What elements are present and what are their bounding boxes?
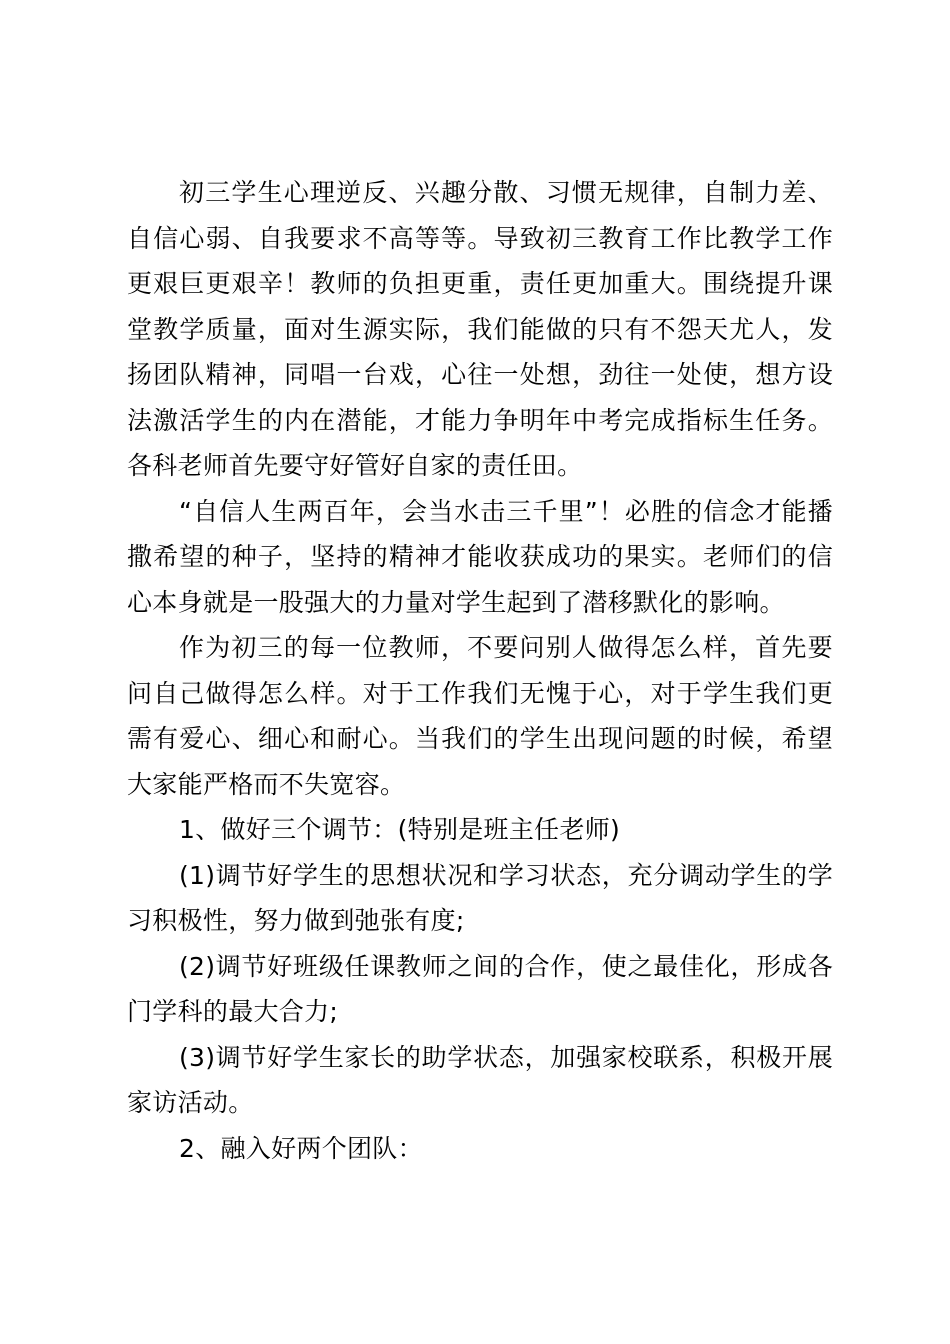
list-item-adjustment-3: (3)调节好学生家长的助学状态，加强家校联系，积极开展家访活动。: [127, 1042, 833, 1117]
list-item-adjustment-1: (1)调节好学生的思想状况和学习状态，充分调动学生的学习积极性，努力做到弛张有度;: [127, 860, 833, 935]
heading-two-teams: 2、融入好两个团队：: [179, 1133, 423, 1163]
document-body: [127, 170, 833, 1171]
paragraph-teacher-reflection: 作为初三的每一位教师，不要问别人做得怎么样，首先要问自己做得怎么样。对于工作我们无愧于心，对于学生我们更需有爱心、细心和耐心。当我们的学生出现问题的时候，希望大家能严格而不失宽容。: [127, 633, 833, 799]
paragraph-student-challenges: 初三学生心理逆反、兴趣分散、习惯无规律，自制力差、自信心弱、自我要求不高等等。导致初三教育工作比教学工作更艰巨更艰辛！教师的负担更重，责任更加重大。围绕提升课堂教学质量，面对生源实际，我们能做的只有不怨天尤人，发扬团队精神，同唱一台戏，心往一处想，劲往一处使，想方设法激活学生的内在潜能，才能力争明年中考完成指标生任务。各科老师首先要守好管好自家的责任田。: [127, 178, 833, 480]
list-item-adjustment-2: (2)调节好班级任课教师之间的合作，使之最佳化，形成各门学科的最大合力;: [127, 951, 833, 1026]
heading-three-adjustments: 1、做好三个调节：(特别是班主任老师): [179, 815, 621, 844]
paragraph-confidence-quote: “自信人生两百年，会当水击三千里”！必胜的信念才能播撒希望的种子，坚持的精神才能收获成功的果实。老师们的信心本身就是一股强大的力量对学生起到了潜移默化的影响。: [127, 496, 833, 617]
